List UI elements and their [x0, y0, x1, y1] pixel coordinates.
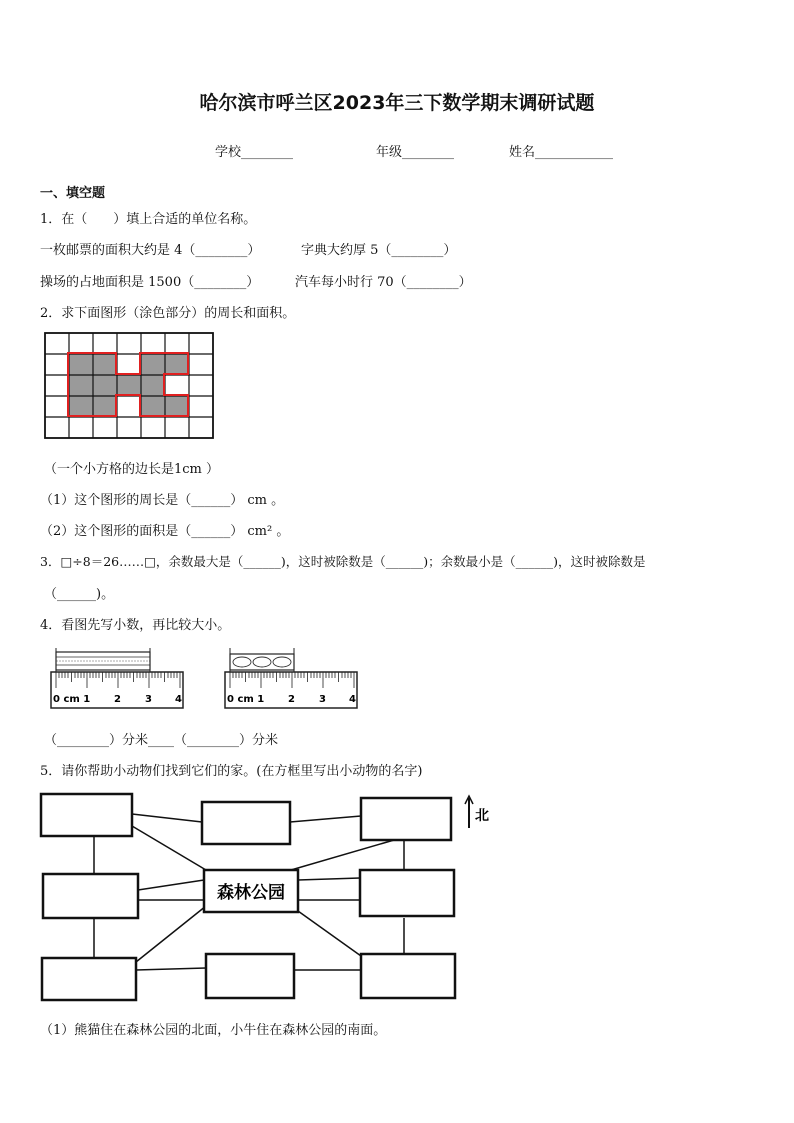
q5-p1: （1）熊猫住在森林公园的北面，小牛住在森林公园的南面。	[40, 1023, 387, 1038]
ruler-label-2: 2	[288, 694, 295, 705]
ruler-label-3: 3	[319, 694, 326, 705]
home-box-se[interactable]	[361, 954, 455, 998]
ruler-label-0: 0 cm 1	[227, 694, 265, 705]
q1-d: 汽车每小时行 70（________）	[295, 275, 472, 290]
q3-line1: 3．□÷8＝26……□，余数最大是（______)，这时被除数是（______)；余数最小是（______)，这时被除数是	[40, 554, 646, 569]
q2-p1: （1）这个图形的周长是（______） cm 。	[40, 493, 285, 508]
home-box-e[interactable]	[360, 870, 454, 916]
q2-p2: （2）这个图形的面积是（______） cm² 。	[40, 524, 290, 539]
grid-figure	[44, 332, 218, 440]
grade-field[interactable]: 年级________	[376, 145, 455, 160]
home-box-s[interactable]	[206, 954, 294, 998]
q1-c: 操场的占地面积是 1500（________）	[40, 275, 260, 290]
ruler-label-2: 2	[114, 694, 121, 705]
ruler-figure-2	[224, 648, 360, 710]
school-field[interactable]: 学校________	[215, 145, 294, 160]
home-box-nw[interactable]	[41, 794, 132, 836]
name-field[interactable]: 姓名____________	[509, 145, 614, 160]
ruler-figure-1	[50, 648, 186, 710]
q2-note: （一个小方格的边长是1cm ）	[44, 462, 220, 477]
home-box-sw[interactable]	[42, 958, 136, 1000]
section-heading: 一、填空题	[40, 186, 106, 201]
ruler-label-4: 4	[175, 694, 182, 705]
animal-map-diagram	[36, 790, 496, 1004]
page-title: 哈尔滨市呼兰区2023年三下数学期末调研试题	[199, 92, 595, 114]
q1-stem: 1．在（ ）填上合适的单位名称。	[40, 212, 257, 227]
ruler-label-3: 3	[145, 694, 152, 705]
home-box-ne[interactable]	[361, 798, 451, 840]
q4-answer: （________）分米____（________）分米	[44, 733, 279, 748]
q4-stem: 4．看图先写小数，再比较大小。	[40, 618, 231, 633]
ruler-label-0: 0 cm 1	[53, 694, 91, 705]
ruler-label-4: 4	[349, 694, 356, 705]
q3-line2: （______)。	[44, 587, 115, 602]
home-box-n[interactable]	[202, 802, 290, 844]
q2-stem: 2．求下面图形（涂色部分）的周长和面积。	[40, 306, 296, 321]
q1-a: 一枚邮票的面积大约是 4（________）	[40, 243, 261, 258]
north-label: 北	[475, 808, 489, 824]
home-box-w[interactable]	[43, 874, 138, 918]
forest-park-label: 森林公园	[217, 883, 285, 903]
q5-stem: 5．请你帮助小动物们找到它们的家。(在方框里写出小动物的名字)	[40, 764, 423, 779]
eraser-object	[230, 654, 294, 670]
q1-b: 字典大约厚 5（________）	[301, 243, 457, 258]
